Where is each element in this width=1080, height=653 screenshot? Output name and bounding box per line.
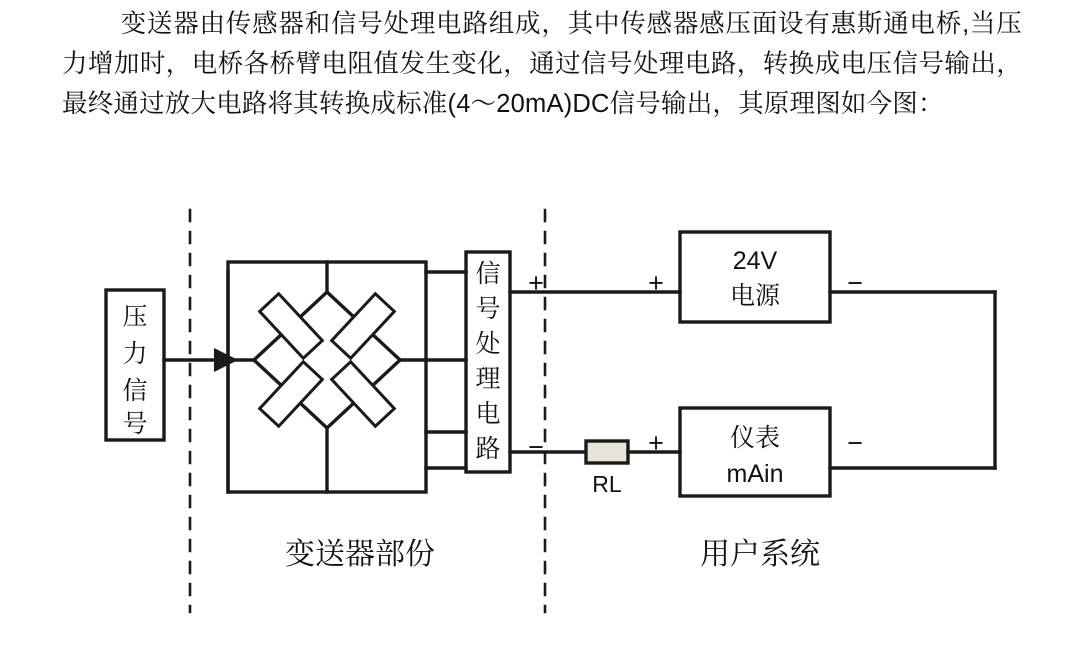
pressure-arrow-head — [214, 348, 238, 372]
pressure-signal-char-1: 压 — [122, 303, 148, 331]
signal-processing-char-4: 理 — [475, 365, 501, 393]
pressure-signal-char-3: 信 — [122, 377, 148, 405]
principle-diagram — [0, 200, 1080, 640]
power-supply-label-line2: 电源 — [729, 282, 781, 310]
signal-processing-char-2: 号 — [475, 295, 501, 323]
polarity-meter-in-plus: + — [648, 428, 664, 458]
pressure-signal-char-2: 力 — [122, 340, 148, 368]
meter-label-line1: 仪表 — [729, 424, 781, 452]
section-caption-user-system: 用户系统 — [700, 538, 820, 571]
intro-paragraph — [62, 4, 1022, 124]
meter-label-line2: mAin — [726, 460, 784, 488]
pressure-signal-char-4: 号 — [122, 410, 148, 438]
signal-processing-char-1: 信 — [475, 260, 501, 288]
resistor-rl — [586, 441, 628, 463]
signal-processing-char-3: 处 — [475, 330, 501, 358]
signal-processing-char-5: 电 — [475, 400, 501, 428]
polarity-bridge-out-plus: + — [528, 268, 544, 298]
paragraph-text: 变送器由传感器和信号处理电路组成，其中传感器感压面设有惠斯通电桥,当压力增加时，电桥各桥臂电阻值发生变化，通过信号处理电路，转换成电压信号输出，最终通过放大电路将其转换成标准(4～20mA)DC信号输出，其原理图如今图： — [62, 10, 1022, 118]
polarity-bridge-out-minus: − — [528, 432, 544, 462]
polarity-supply-in-plus: + — [648, 268, 664, 298]
polarity-meter-out-minus: − — [847, 428, 863, 458]
section-caption-transmitter: 变送器部份 — [285, 538, 435, 571]
signal-processing-char-6: 路 — [475, 435, 501, 463]
diagram-svg — [0, 200, 1080, 640]
power-supply-label-line1: 24V — [732, 247, 778, 275]
resistor-label-rl: RL — [592, 471, 622, 497]
polarity-supply-out-minus: − — [847, 268, 863, 298]
